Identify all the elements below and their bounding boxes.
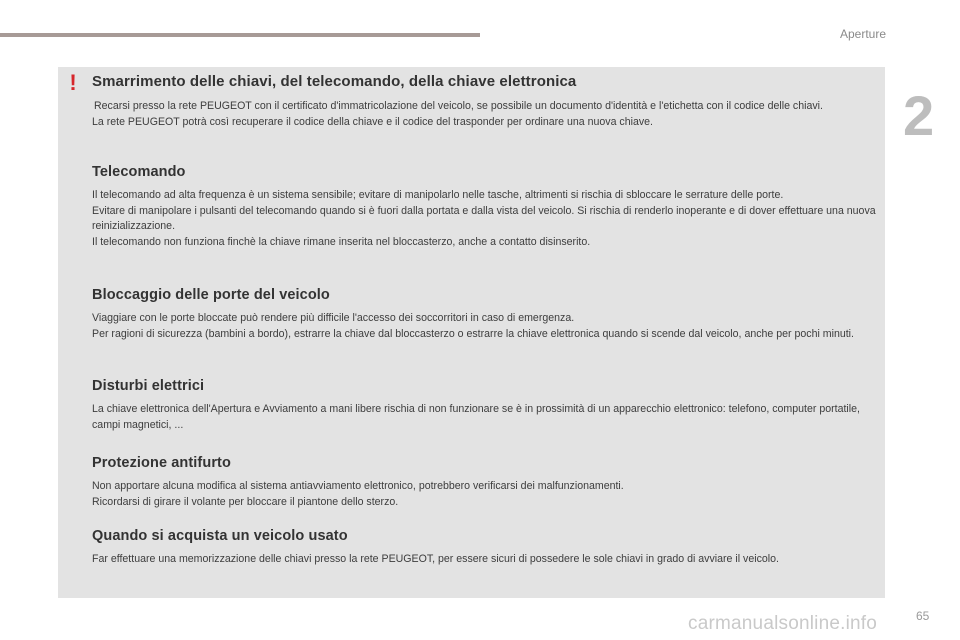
warning-section	[92, 73, 882, 130]
section-title: Aperture	[839, 27, 886, 41]
warning-title: Smarrimento delle chiavi, del telecomando, della chiave elettronica	[92, 73, 577, 90]
section-paragraph: Far effettuare una memorizzazione delle chiavi presso la rete PEUGEOT, per essere sicuri di possedere le sole chiavi in grado di avviare il veicolo.	[92, 553, 779, 565]
section-title: Quando si acquista un veicolo usato	[92, 528, 348, 544]
section-paragraph: Evitare di manipolare i pulsanti del telecomando quando si è fuori dalla portata e dalla vista del veicolo. Si rischia di renderlo inoperante e di dover effettuare una nuova reinizializzazione.	[92, 204, 876, 232]
section-title: Bloccaggio delle porte del veicolo	[92, 287, 330, 303]
section-paragraph: Il telecomando ad alta frequenza è un sistema sensibile; evitare di manipolarlo nelle tasche, altrimenti si rischia di sbloccare le serrature delle porte.	[92, 189, 784, 201]
page-number: 65	[916, 609, 930, 623]
section-veicolo-usato	[92, 528, 882, 568]
section-paragraph: Il telecomando non funziona finchè la chiave rimane inserita nel bloccasterzo, anche a contatto disinserito.	[92, 235, 591, 248]
section-paragraph: Ricordarsi di girare il volante per bloccare il piantone dello sterzo.	[92, 495, 399, 508]
section-title: Telecomando	[92, 164, 186, 180]
section-bloccaggio	[92, 287, 882, 342]
section-paragraph: Per ragioni di sicurezza (bambini a bordo), estrarre la chiave dal bloccasterzo o estrarre la chiave elettronica quando si scende dal veicolo, anche per pochi minuti.	[92, 327, 854, 340]
exclamation-icon: !	[69, 70, 77, 95]
section-title: Protezione antifurto	[92, 455, 231, 471]
section-paragraph: Non apportare alcuna modifica al sistema antiavviamento elettronico, potrebbero verificarsi dei malfunzionamenti.	[92, 480, 624, 492]
watermark: carmanualsonline.info	[688, 613, 878, 634]
warning-paragraph: La rete PEUGEOT potrà così recuperare il codice della chiave e il codice del trasponder per ordinare una nuova chiave.	[92, 115, 653, 128]
section-paragraph: Viaggiare con le porte bloccate può rendere più difficile l'accesso dei soccorritori in caso di emergenza.	[92, 312, 575, 324]
section-antifurto	[92, 455, 882, 510]
warning-paragraph: Recarsi presso la rete PEUGEOT con il certificato d'immatricolazione del veicolo, se possibile un documento d'identità e l'etichetta con il codice delle chiavi.	[94, 100, 823, 112]
section-paragraph: La chiave elettronica dell'Apertura e Avviamento a mani libere rischia di non funzionare se è in prossimità di un apparecchio elettronico: telefono, computer portatile, campi magnetici, ...	[92, 403, 860, 431]
section-title: Disturbi elettrici	[92, 378, 205, 394]
section-disturbi	[92, 378, 882, 433]
chapter-number: 2	[903, 84, 935, 147]
section-telecomando	[92, 164, 882, 250]
header-accent-bar	[0, 33, 480, 37]
